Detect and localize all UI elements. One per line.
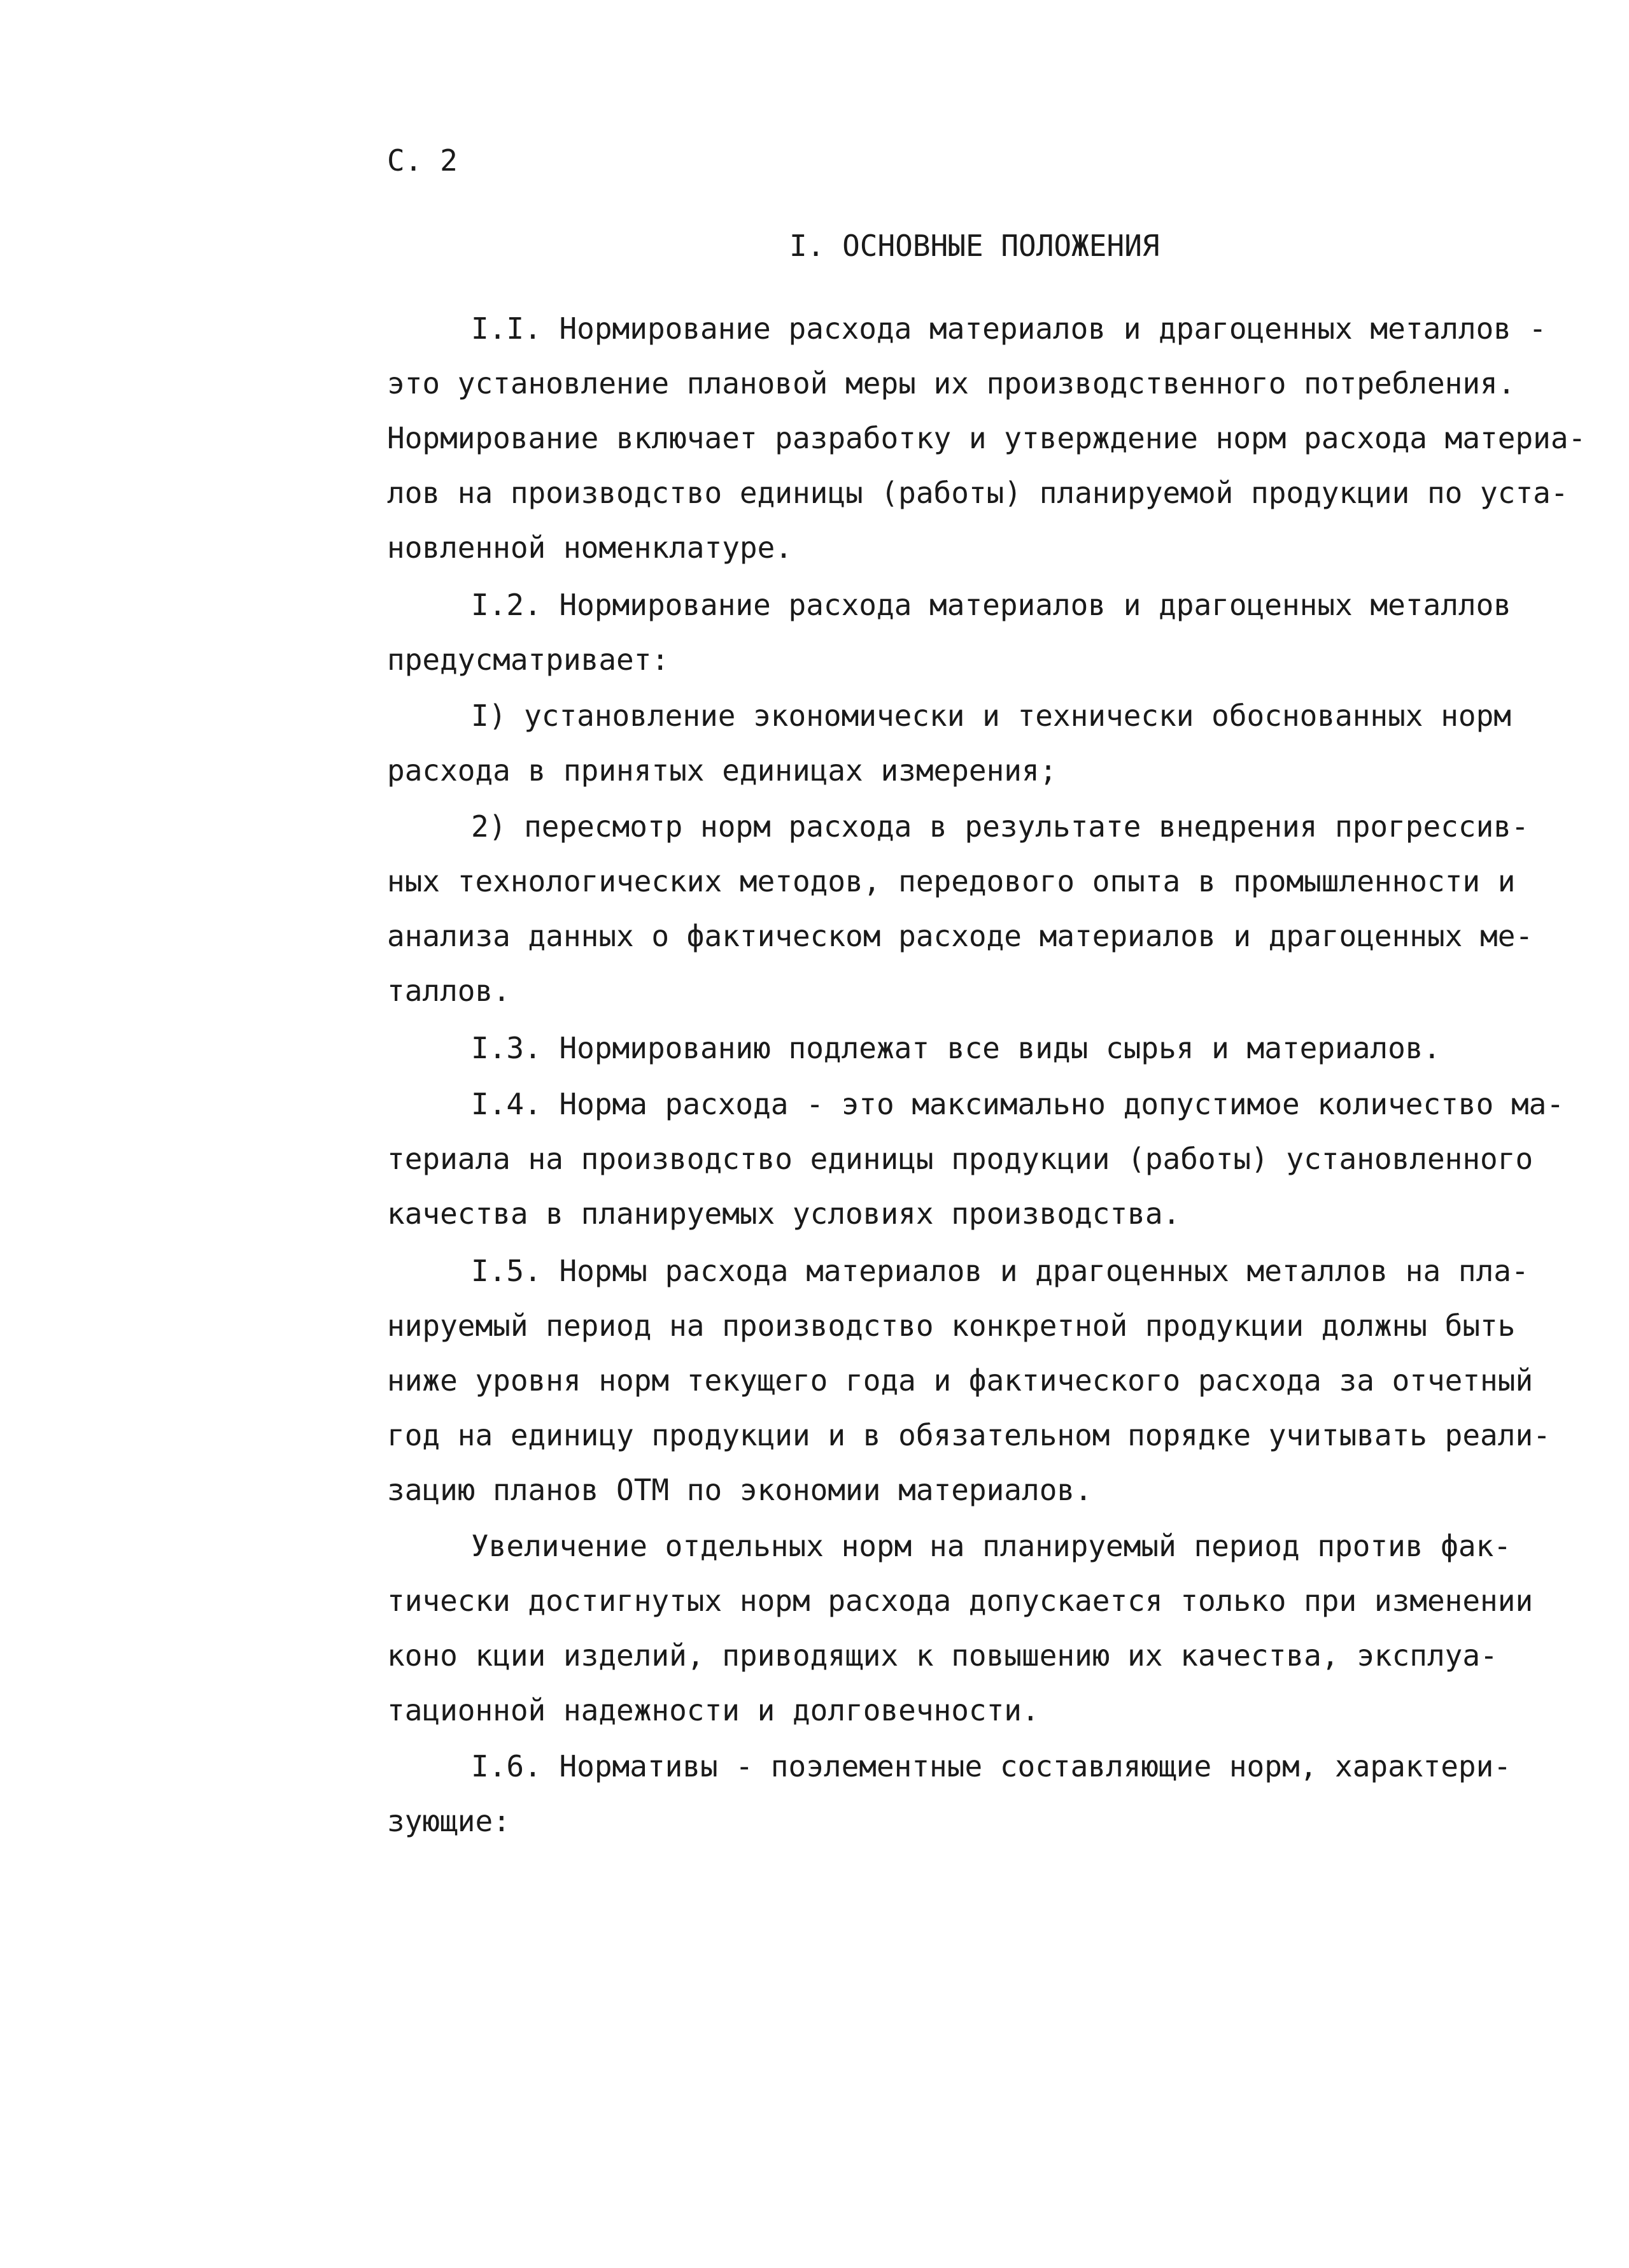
text-line: анализа данных о фактическом расходе материалов и драгоценных ме- bbox=[387, 919, 1534, 953]
text-line: качества в планируемых условиях производства. bbox=[387, 1196, 1181, 1231]
text-line: 2) пересмотр норм расхода в результате внедрения прогрессив- bbox=[471, 809, 1529, 844]
text-line: зующие: bbox=[387, 1804, 511, 1838]
text-line: I.5. Нормы расхода материалов и драгоценных металлов на пла- bbox=[471, 1254, 1529, 1288]
text-line: тически достигнутых норм расхода допускается только при изменении bbox=[387, 1584, 1534, 1618]
text-line: I.3. Нормированию подлежат все виды сырья и материалов. bbox=[471, 1031, 1441, 1065]
text-line: Нормирование включает разработку и утверждение норм расхода материа- bbox=[387, 421, 1586, 455]
page-number: С. 2 bbox=[387, 143, 458, 178]
text-line: новленной номенклатуре. bbox=[387, 530, 793, 565]
text-line: ных технологических методов, передового опыта в промышленности и bbox=[387, 864, 1516, 898]
section-title: I. ОСНОВНЫЕ ПОЛОЖЕНИЯ bbox=[789, 229, 1160, 263]
text-line: I.6. Нормативы - поэлементные составляющие норм, характери- bbox=[471, 1749, 1511, 1783]
text-line: коно кции изделий, приводящих к повышению их качества, эксплуа- bbox=[387, 1638, 1498, 1673]
text-line: I) установление экономически и технически обоснованных норм bbox=[471, 698, 1511, 733]
text-line: расхода в принятых единицах измерения; bbox=[387, 753, 1057, 788]
text-line: I.I. Нормирование расхода материалов и драгоценных металлов - bbox=[471, 311, 1547, 346]
text-line: нируемый период на производство конкретной продукции должны быть bbox=[387, 1308, 1516, 1343]
text-line: это установление плановой меры их производственного потребления. bbox=[387, 366, 1516, 400]
text-line: таллов. bbox=[387, 974, 511, 1008]
text-line: I.2. Нормирование расхода материалов и драгоценных металлов bbox=[471, 588, 1511, 622]
text-line: ниже уровня норм текущего года и фактического расхода за отчетный bbox=[387, 1363, 1534, 1398]
text-line: тационной надежности и долговечности. bbox=[387, 1693, 1040, 1727]
text-line: I.4. Норма расхода - это максимально допустимое количество ма- bbox=[471, 1087, 1565, 1121]
text-line: териала на производство единицы продукции (работы) установленного bbox=[387, 1142, 1534, 1176]
text-line: зацию планов ОТМ по экономии материалов. bbox=[387, 1473, 1092, 1507]
text-line: лов на производство единицы (работы) планируемой продукции по уста- bbox=[387, 476, 1569, 510]
text-line: предусматривает: bbox=[387, 642, 670, 677]
text-line: год на единицу продукции и в обязательном порядке учитывать реали- bbox=[387, 1418, 1551, 1452]
text-line: Увеличение отдельных норм на планируемый период против фак- bbox=[471, 1529, 1511, 1563]
